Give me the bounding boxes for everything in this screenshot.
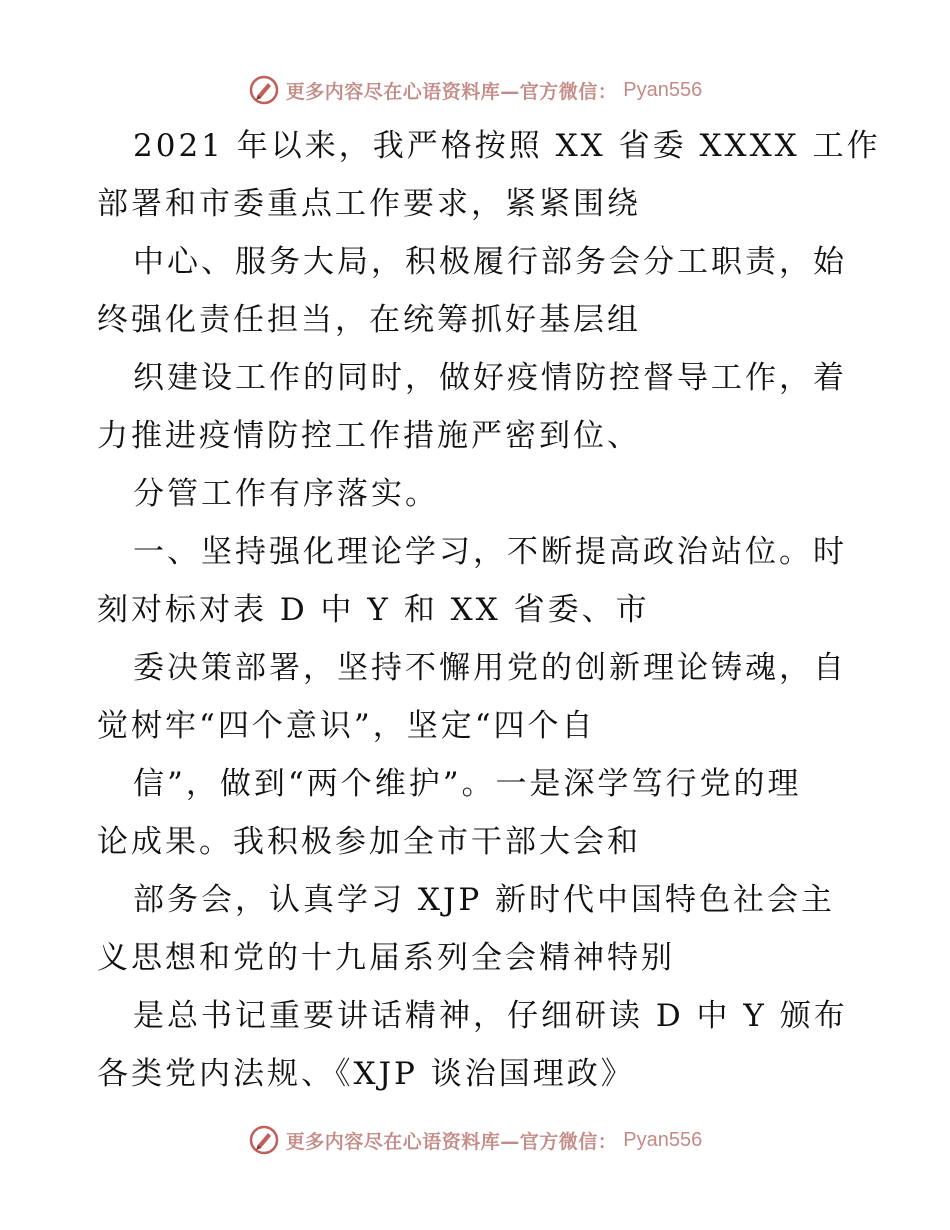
- text-line: 分管工作有序落实。: [133, 476, 439, 512]
- text-line: 刻对标对表 D 中 Y 和 XX 省委、市: [97, 592, 650, 628]
- text-line: 织建设工作的同时，做好疫情防控督导工作，着: [133, 360, 847, 396]
- text-line: 义思想和党的十九届系列全会精神特别: [97, 940, 675, 976]
- pen-seal-icon: [248, 74, 280, 106]
- text-line: 觉树牢“四个意识”，坚定“四个自: [97, 708, 596, 744]
- text-line: 信”，做到“两个维护”。一是深学笃行党的理: [133, 766, 802, 802]
- text-line: 终强化责任担当，在统筹抓好基层组: [97, 302, 641, 338]
- text-line: 部署和市委重点工作要求，紧紧围绕: [97, 186, 641, 222]
- watermark-wechat-id: Pyan556: [623, 78, 703, 101]
- watermark-banner-top: [0, 70, 950, 110]
- text-line: 力推进疫情防控工作措施严密到位、: [97, 418, 641, 454]
- watermark-text: 更多内容尽在心语资料库—官方微信：: [285, 1130, 618, 1153]
- text-line: 部务会，认真学习 XJP 新时代中国特色社会主: [133, 882, 836, 918]
- watermark-wechat-id: Pyan556: [623, 1128, 703, 1151]
- text-line: 2021 年以来，我严格按照 XX 省委 XXXX 工作: [133, 128, 881, 164]
- watermark-text: 更多内容尽在心语资料库—官方微信：: [285, 80, 618, 103]
- text-line: 一、坚持强化理论学习，不断提高政治站位。时: [133, 534, 847, 570]
- text-line: 论成果。我积极参加全市干部大会和: [97, 824, 641, 860]
- text-line: 各类党内法规、《XJP 谈治国理政》: [97, 1056, 635, 1092]
- text-line: 委决策部署，坚持不懈用党的创新理论铸魂，自: [133, 650, 847, 686]
- text-line: 是总书记重要讲话精神，仔细研读 D 中 Y 颁布: [133, 998, 848, 1034]
- text-line: 中心、服务大局，积极履行部务会分工职责，始: [133, 244, 847, 280]
- watermark-banner-bottom: [0, 1120, 950, 1160]
- pen-seal-icon: [248, 1124, 280, 1156]
